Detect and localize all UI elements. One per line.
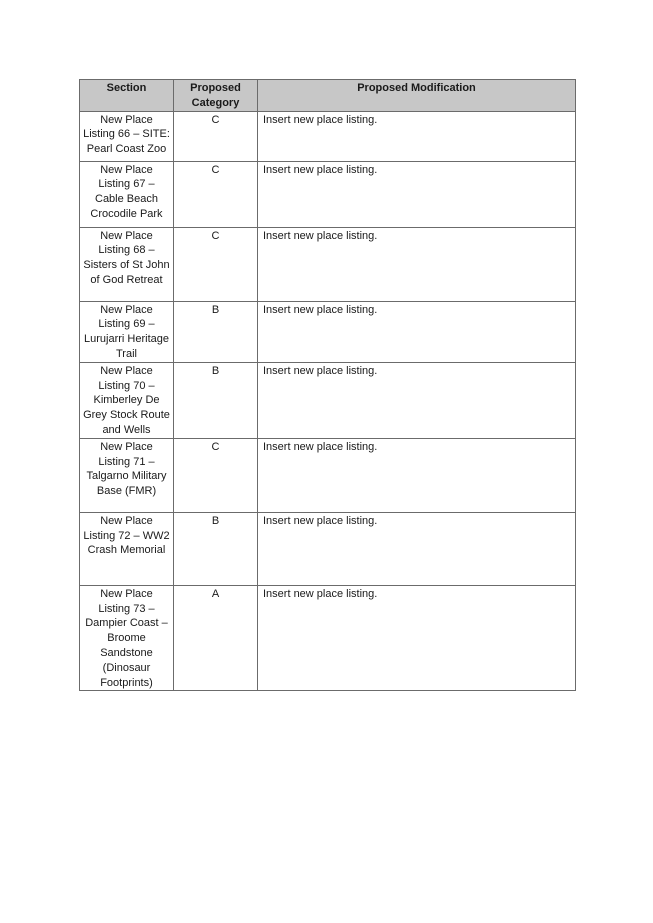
table-row [80,301,576,362]
cell-modification: Insert new place listing. [258,438,576,512]
cell-section: New Place Listing 66 – SITE: Pearl Coast Zoo [80,111,174,161]
table-row [80,161,576,227]
header-section: Section [80,80,174,112]
table-row [80,111,576,161]
modifications-table [79,79,576,691]
table-row [80,585,576,691]
table-row [80,362,576,438]
cell-category: C [174,111,258,161]
cell-category: B [174,362,258,438]
cell-modification: Insert new place listing. [258,227,576,301]
cell-category: B [174,301,258,362]
cell-category: C [174,227,258,301]
cell-section: New Place Listing 67 – Cable Beach Crocodile Park [80,161,174,227]
cell-section: New Place Listing 69 – Lurujarri Heritage Trail [80,301,174,362]
cell-category: B [174,512,258,585]
table-row [80,438,576,512]
table-row [80,512,576,585]
header-category: Proposed Category [174,80,258,112]
cell-modification: Insert new place listing. [258,585,576,691]
cell-section: New Place Listing 72 – WW2 Crash Memorial [80,512,174,585]
table-header-row [80,80,576,112]
cell-modification: Insert new place listing. [258,111,576,161]
cell-modification: Insert new place listing. [258,362,576,438]
header-modification: Proposed Modification [258,80,576,112]
cell-section: New Place Listing 70 – Kimberley De Grey Stock Route and Wells [80,362,174,438]
cell-category: C [174,438,258,512]
cell-section: New Place Listing 68 – Sisters of St John of God Retreat [80,227,174,301]
cell-modification: Insert new place listing. [258,512,576,585]
table-row [80,227,576,301]
cell-section: New Place Listing 73 – Dampier Coast – Broome Sandstone (Dinosaur Footprints) [80,585,174,691]
cell-modification: Insert new place listing. [258,161,576,227]
cell-category: A [174,585,258,691]
cell-section: New Place Listing 71 – Talgarno Military Base (FMR) [80,438,174,512]
cell-modification: Insert new place listing. [258,301,576,362]
cell-category: C [174,161,258,227]
